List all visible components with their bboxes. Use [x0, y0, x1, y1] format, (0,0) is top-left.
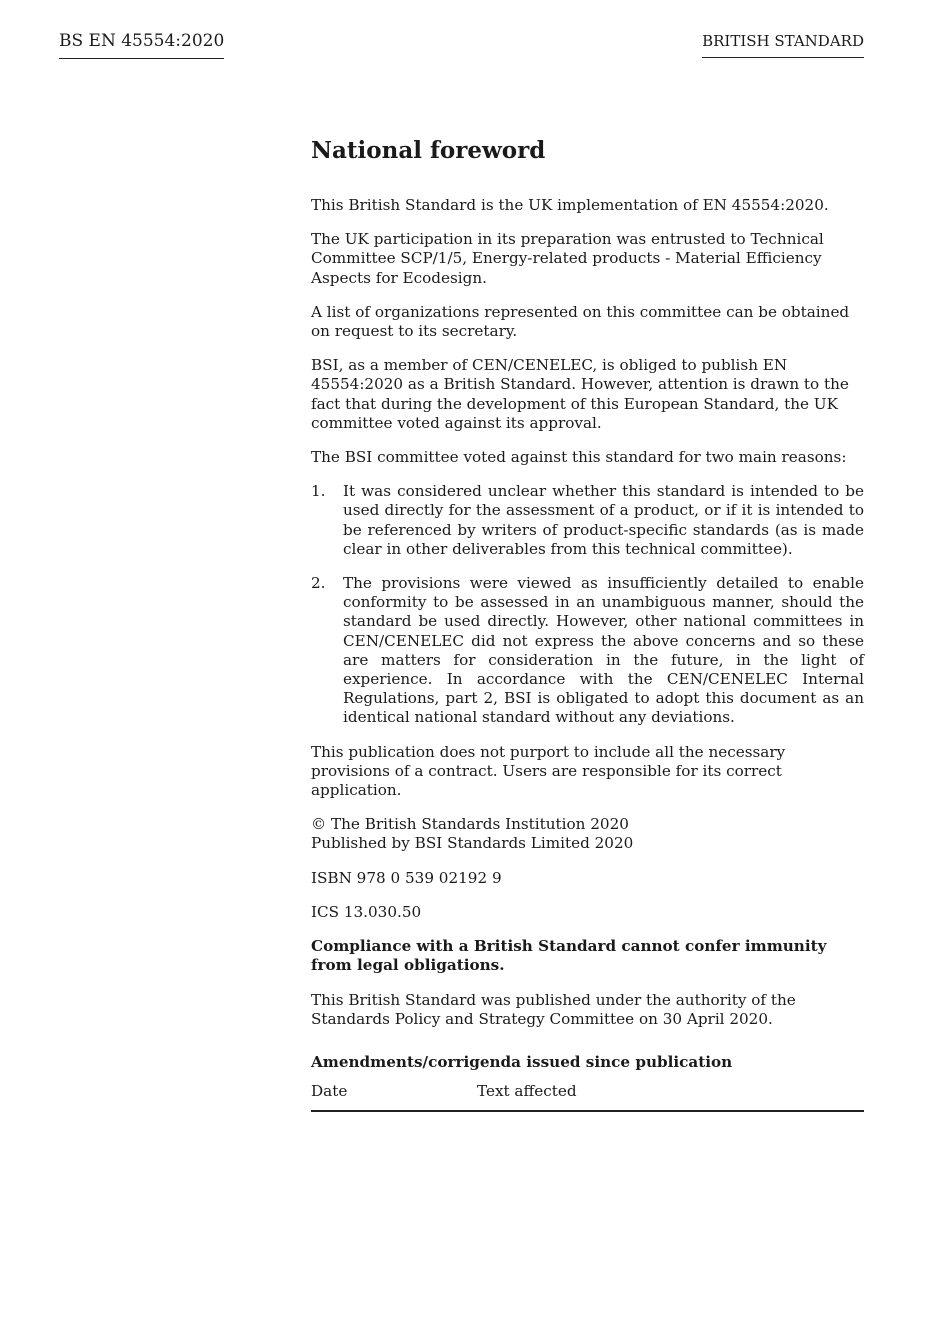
amendments-title: Amendments/corrigenda issued since publication [311, 1052, 733, 1071]
list-item-number: 2. [311, 574, 326, 593]
amendments-table-header [311, 1082, 864, 1112]
foreword-content [311, 136, 864, 1112]
list-item-text: It was considered unclear whether this standard is intended to be used directly for the assessment of a product, or if it is intended to be referenced by writers of product-specific standards (as is made clear in other deliverables from this technical committee). [343, 482, 864, 558]
isbn: ISBN 978 0 539 02192 9 [311, 868, 502, 887]
list-item [311, 574, 864, 728]
list-item [311, 482, 864, 559]
ics-code: ICS 13.030.50 [311, 902, 422, 921]
compliance-notice: Compliance with a British Standard cannot confer immunity from legal obligations. [311, 937, 827, 975]
document-type: BRITISH STANDARD [702, 31, 864, 58]
paragraph-reasons-intro: The BSI committee voted against this standard for two main reasons: [311, 448, 847, 467]
paragraph-participation: The UK participation in its preparation was entrusted to Technical Committee SCP/1/5, Energy-related products - Material Efficiency Aspects for Ecodesign. [311, 230, 824, 287]
paragraph-disclaimer: This publication does not purport to include all the necessary provisions of a contract. Users are responsible for its correct application. [311, 742, 786, 800]
paragraph-authority: This British Standard was published under the authority of the Standards Policy and Strategy Committee on 30 April 2020. [311, 990, 796, 1028]
document-id: BS EN 45554:2020 [59, 30, 224, 59]
page-title: National foreword [311, 137, 546, 164]
publisher-line: Published by BSI Standards Limited 2020 [311, 834, 634, 853]
list-item-number: 1. [311, 482, 326, 501]
reasons-list [311, 482, 864, 727]
paragraph-obligation: BSI, as a member of CEN/CENELEC, is obliged to publish EN 45554:2020 as a British Standard. However, attention is drawn to the fact that during the development of this European Standard, the UK committee voted against its approval. [311, 356, 849, 432]
copyright-block [311, 815, 864, 853]
list-item-text: The provisions were viewed as insufficiently detailed to enable conformity to be assessed in an unambiguous manner, should the standard be used directly. However, other national committees in CEN/CENELEC did not express the above concerns and so these are matters for consideration in the future, in the light of experience. In accordance with the CEN/CENELEC Internal Regulations, part 2, BSI is obligated to adopt this document as an identical national standard without any deviations. [343, 574, 864, 727]
paragraph-organizations: A list of organizations represented on this committee can be obtained on request to its secretary. [311, 302, 850, 341]
copyright-line: © The British Standards Institution 2020 [311, 815, 629, 834]
paragraph-implementation: This British Standard is the UK implementation of EN 45554:2020. [311, 196, 829, 214]
column-header-text-affected: Text affected [477, 1082, 577, 1101]
column-header-date: Date [311, 1082, 348, 1101]
